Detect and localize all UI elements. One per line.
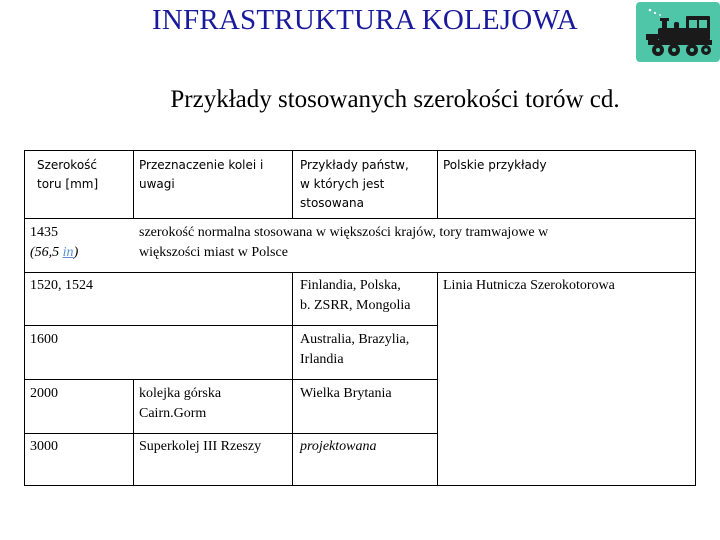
row-divider [25, 218, 696, 219]
row-divider [25, 433, 437, 434]
header-gauge [37, 156, 127, 194]
locomotive-icon [636, 2, 720, 62]
table-row-3000-gauge: 3000 [30, 439, 58, 454]
countries-line: Australia, Brazylia, [300, 332, 410, 347]
col-divider [437, 151, 438, 218]
col-divider [133, 151, 134, 218]
inch-unit-link[interactable]: in [62, 245, 74, 260]
countries-line: b. ZSRR, Mongolia [300, 298, 411, 313]
header-countries [300, 156, 435, 213]
table-row-2000-purpose [139, 384, 289, 424]
header-gauge-line: toru [mm] [37, 177, 99, 191]
header-gauge-line: Szerokość [37, 158, 98, 172]
table-row-3000-purpose: Superkolej III Rzeszy [139, 439, 262, 454]
col-divider [133, 379, 134, 486]
table-row-1600-countries [300, 330, 435, 370]
header-purpose-line: uwagi [139, 177, 175, 191]
table-row-2000-countries: Wielka Brytania [300, 386, 392, 401]
row-divider [25, 272, 696, 273]
header-countries-line: stosowana [300, 196, 365, 210]
description-line: większości miast w Polsce [139, 245, 288, 260]
table-row-1600-gauge: 1600 [30, 332, 58, 347]
header-polish-examples [443, 156, 683, 175]
header-polish-line: Polskie przykłady [443, 158, 547, 172]
description-line: szerokość normalna stosowana w większości krajów, tory tramwajowe w [139, 225, 549, 240]
table-row-1435-description [139, 223, 694, 263]
slide-subtitle: Przykłady stosowanych szerokości torów cd. [170, 86, 620, 113]
gauge-table [24, 150, 696, 486]
table-row-2000-gauge: 2000 [30, 386, 58, 401]
gauge-value: 1435 [30, 225, 58, 240]
purpose-line: kolejka górska [139, 386, 222, 401]
countries-line: Irlandia [300, 352, 344, 367]
col-divider [292, 272, 293, 486]
row-divider [25, 325, 437, 326]
table-row-1520-countries [300, 276, 435, 316]
header-countries-line: w których jest [300, 177, 385, 191]
header-purpose-line: Przeznaczenie kolei i [139, 158, 264, 172]
table-row-1520-gauge: 1520, 1524 [30, 278, 93, 293]
col-divider [292, 151, 293, 218]
countries-line: Finlandia, Polska, [300, 278, 401, 293]
gauge-inch-note [30, 243, 130, 263]
table-row-1435-gauge [30, 223, 130, 263]
table-row-1520-polish: Linia Hutnicza Szerokotorowa [443, 278, 615, 293]
purpose-line: Cairn.Gorm [139, 406, 207, 421]
row-divider [25, 379, 437, 380]
header-countries-line: Przykłady państw, [300, 158, 409, 172]
header-purpose [139, 156, 289, 194]
table-row-3000-countries: projektowana [300, 439, 377, 454]
slide-title: INFRASTRUKTURA KOLEJOWA [152, 4, 578, 36]
col-divider [437, 272, 438, 486]
inch-note-close: ) [73, 245, 79, 260]
inch-note-value: (56,5 [30, 245, 63, 260]
